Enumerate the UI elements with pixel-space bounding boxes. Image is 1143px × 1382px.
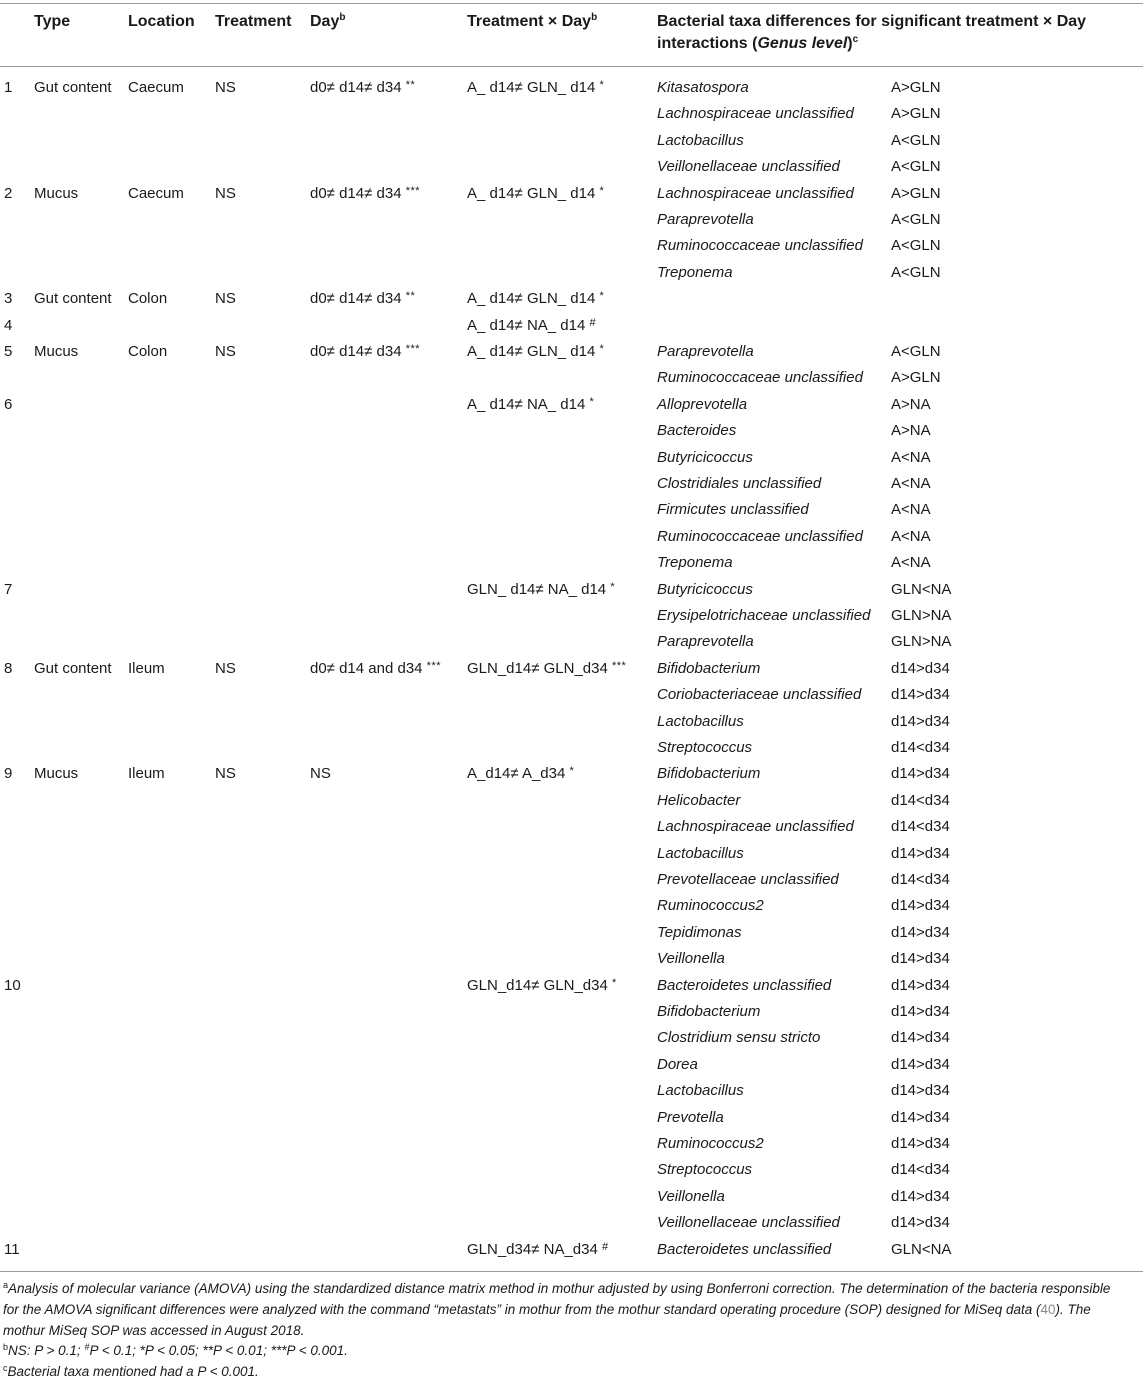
taxa-genus: Lactobacillus [657,712,744,730]
taxa-direction: d14<d34 [891,818,950,836]
row-type: Gut content [34,79,112,96]
taxa-direction: A>GLN [891,105,941,123]
taxa-direction: d14<d34 [891,739,950,756]
taxa-genus: Prevotella [657,1108,724,1126]
row-day: d0≠ d14≠ d34 ** [310,290,416,308]
row-day: d0≠ d14≠ d34 *** [310,184,421,202]
row-index: 11 [4,1240,20,1258]
taxa-genus: Butyricicoccus [657,580,753,598]
row-location: Ileum [128,765,165,783]
taxa-direction: A<NA [891,554,931,572]
taxa-direction: d14<d34 [891,791,950,809]
row-day: d0≠ d14 and d34 *** [310,659,442,677]
row-treatment: NS [215,290,236,308]
row-type: Mucus [34,765,79,783]
taxa-direction: A<GLN [891,263,941,281]
taxa-direction: d14>d34 [891,686,950,704]
taxa-genus: Veillonellaceae unclassified [657,158,840,176]
taxa-direction: GLN<NA [891,1240,952,1258]
taxa-genus: Tepidimonas [657,923,742,941]
header-day-label: Day [310,13,340,30]
taxa-direction: d14>d34 [891,923,950,941]
row-treatment-day: A_ d14≠ NA_ d14 * [467,395,595,413]
taxa-genus: Bacteroides [657,422,737,440]
footnote-a: $^a$Analysis of molecular variance (AMOVA) using the standardized distance matrix method in mothur adjusted by using Bonferroni correction. The determination of the bacteria responsible for the AMOVA significant differences were analyzed with the command “metastats” in mothur from the mothur standard operating procedure (SOP) designed for MiSeq data (40). The mothur MiSeq SOP was accessed in August 2018. [3,1280,1111,1338]
row-treatment-day: A_ d14≠ GLN_ d14 * [467,184,605,202]
taxa-direction: d14>d34 [891,765,950,783]
taxa-direction: A<NA [891,475,931,492]
row-location: Colon [128,343,168,360]
taxa-genus: Ruminococcus2 [657,1135,764,1152]
taxa-direction: d14>d34 [891,712,950,730]
row-index: 1 [4,79,13,96]
taxa-direction: A<GLN [891,158,941,176]
taxa-direction: d14>d34 [891,659,950,677]
taxa-direction: d14>d34 [891,844,950,862]
taxa-direction: d14>d34 [891,1082,950,1100]
taxa-direction: GLN>NA [891,607,952,624]
taxa-genus: Lactobacillus [657,131,744,149]
bottom-rule [0,1271,1143,1272]
row-treatment-day: A_ d14≠ GLN_ d14 * [467,343,605,360]
taxa-direction: d14>d34 [891,1135,950,1152]
row-index: 6 [4,395,13,413]
row-treatment-day: A_ d14≠ GLN_ d14 * [467,79,605,96]
header-treatment: Treatment [215,13,292,30]
row-type: Mucus [34,184,79,202]
taxa-direction: A>NA [891,395,931,413]
row-treatment-day: GLN_ d14≠ NA_ d14 * [467,580,616,598]
header-taxa [657,11,1137,55]
taxa-genus: Lachnospiraceae unclassified [657,105,854,123]
row-treatment-day: A_ d14≠ NA_ d14 # [467,316,597,334]
taxa-genus: Treponema [657,263,733,281]
row-index: 9 [4,765,13,783]
header-day [310,11,345,33]
taxa-direction: d14>d34 [891,897,950,915]
taxa-direction: A>GLN [891,79,941,96]
taxa-genus: Veillonellaceae unclassified [657,1214,840,1232]
row-treatment-day: GLN_d34≠ NA_d34 # [467,1240,609,1258]
taxa-genus: Clostridium sensu stricto [657,1029,821,1047]
taxa-genus: Butyricicoccus [657,448,753,466]
taxa-direction: d14>d34 [891,1108,950,1126]
row-index: 7 [4,580,13,598]
row-index: 3 [4,290,13,308]
row-treatment: NS [215,79,236,96]
taxa-direction: d14>d34 [891,1003,950,1020]
taxa-direction: A>NA [891,422,931,440]
row-treatment: NS [215,184,236,202]
top-rule [0,3,1143,4]
taxa-genus: Paraprevotella [657,211,754,228]
taxa-direction: d14<d34 [891,871,950,888]
taxa-genus: Alloprevotella [657,395,748,413]
taxa-genus: Erysipelotrichaceae unclassified [657,607,871,624]
row-index: 10 [4,976,21,994]
header-treatment-day [467,11,597,33]
taxa-direction: d14>d34 [891,1055,950,1073]
row-location: Ileum [128,659,165,677]
row-location: Caecum [128,79,184,96]
taxa-genus: Bifidobacterium [657,1003,761,1020]
header-day-sup: b [339,12,346,23]
row-treatment-day: A_ d14≠ GLN_ d14 * [467,290,605,308]
taxa-direction: A<NA [891,448,931,466]
row-treatment: NS [215,765,236,783]
taxa-genus: Dorea [657,1055,698,1073]
taxa-direction: A<GLN [891,237,941,255]
row-treatment-day: A_d14≠ A_d34 * [467,765,575,783]
taxa-direction: A>GLN [891,184,941,202]
row-treatment: NS [215,343,236,360]
taxa-genus: Ruminococcaceae unclassified [657,527,863,545]
taxa-genus: Helicobacter [657,791,741,809]
row-treatment-day: GLN_d14≠ GLN_d34 *** [467,659,627,677]
taxa-genus: Bifidobacterium [657,659,761,677]
taxa-genus: Veillonella [657,1187,725,1205]
header-location: Location [128,13,195,30]
row-index: 4 [4,316,13,334]
taxa-direction: A>GLN [891,369,941,387]
footnote-c: $^c$Bacterial taxa mentioned had a P < 0.001. [3,1363,259,1379]
header-taxa-line1: Bacterial taxa differences for significant treatment × Day [657,13,1087,30]
taxa-genus: Ruminococcus2 [657,897,764,915]
row-type: Gut content [34,290,112,308]
taxa-genus: Bacteroidetes unclassified [657,1240,832,1258]
taxa-genus: Clostridiales unclassified [657,475,822,492]
row-index: 8 [4,659,13,677]
row-location: Colon [128,290,168,308]
header-treatment-day-sup: b [591,12,598,23]
taxa-direction: GLN>NA [891,633,952,651]
taxa-direction: A<NA [891,501,931,519]
row-day: d0≠ d14≠ d34 ** [310,79,416,96]
row-type: Mucus [34,343,79,360]
taxa-genus: Bifidobacterium [657,765,761,783]
taxa-genus: Ruminococcaceae unclassified [657,237,863,255]
row-location: Caecum [128,184,184,202]
taxa-direction: GLN<NA [891,580,952,598]
taxa-direction: A<GLN [891,131,941,149]
taxa-genus: Streptococcus [657,1161,753,1179]
header-rule [0,66,1143,67]
row-day: d0≠ d14≠ d34 *** [310,343,421,360]
taxa-direction: d14>d34 [891,976,950,994]
header-treatment-day-label: Treatment × Day [467,13,592,30]
row-day: NS [310,765,331,783]
taxa-genus: Ruminococcaceae unclassified [657,369,863,387]
taxa-genus: Prevotellaceae unclassified [657,871,839,888]
row-treatment-day: GLN_d14≠ GLN_d34 * [467,976,617,994]
header-type: Type [34,13,71,30]
taxa-direction: d14<d34 [891,1161,950,1179]
taxa-genus: Streptococcus [657,739,753,756]
header-taxa-line2: interactions (Genus level)$^c$ [657,34,859,52]
taxa-genus: Lachnospiraceae unclassified [657,184,854,202]
taxa-genus: Treponema [657,554,733,572]
taxa-direction: d14>d34 [891,1187,950,1205]
row-index: 2 [4,184,13,202]
taxa-genus: Paraprevotella [657,633,754,651]
row-index: 5 [4,343,13,360]
taxa-genus: Lactobacillus [657,1082,744,1100]
footnote-b: $^b$NS: P > 0.1; #P < 0.1; *P < 0.05; **P < 0.01; ***P < 0.001. [3,1342,348,1358]
taxa-genus: Lachnospiraceae unclassified [657,818,854,836]
taxa-genus: Lactobacillus [657,844,744,862]
taxa-direction: d14>d34 [891,1214,950,1232]
taxa-direction: A<GLN [891,343,941,360]
taxa-direction: A<NA [891,527,931,545]
taxa-genus: Firmicutes unclassified [657,501,809,519]
taxa-genus: Paraprevotella [657,343,754,360]
taxa-genus: Coriobacteriaceae unclassified [657,686,862,704]
taxa-genus: Bacteroidetes unclassified [657,976,832,994]
taxa-direction: d14>d34 [891,950,950,968]
citation-link[interactable]: 40 [1040,1302,1056,1317]
taxa-direction: d14>d34 [891,1029,950,1047]
row-type: Gut content [34,659,112,677]
taxa-genus: Veillonella [657,950,725,968]
row-treatment: NS [215,659,236,677]
taxa-genus: Kitasatospora [657,79,749,96]
taxa-direction: A<GLN [891,211,941,228]
